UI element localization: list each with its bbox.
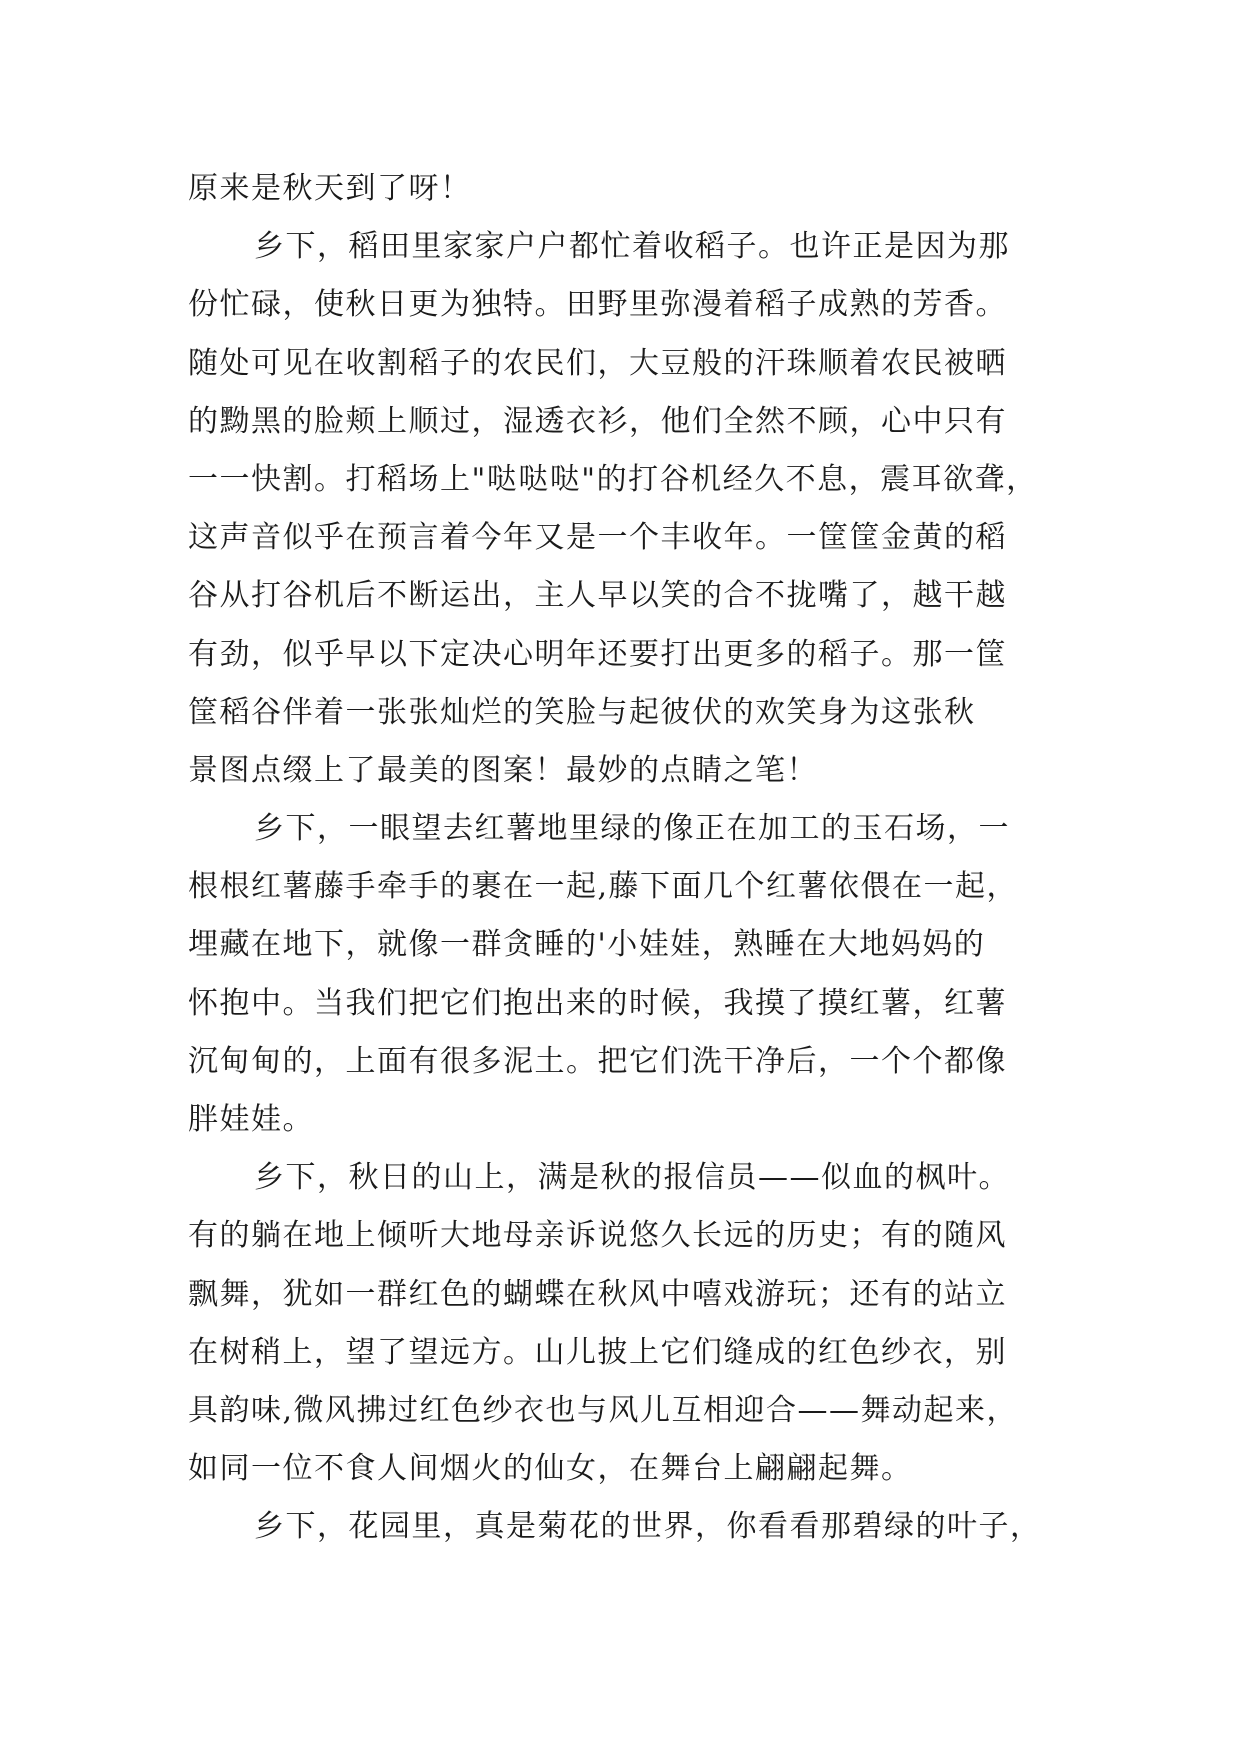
text-line: 具韵味,微风拂过红色纱衣也与风儿互相迎合——舞动起来， (188, 1392, 1019, 1428)
text-line: 怀抱中。当我们把它们抱出来的时候，我摸了摸红薯，红薯 (188, 985, 1007, 1021)
text-line: 有的躺在地上倾听大地母亲诉说悠久长远的历史；有的随风 (188, 1218, 1007, 1254)
text-line: 乡下，稻田里家家户户都忙着收稻子。也许正是因为那 (254, 229, 1010, 265)
text-line: 景图点缀上了最美的图案！最妙的点睛之笔！ (188, 752, 818, 788)
text-line: 乡下，一眼望去红薯地里绿的像正在加工的玉石场，一 (254, 811, 1010, 847)
text-line: 谷从打谷机后不断运出，主人早以笑的合不拢嘴了，越干越 (188, 578, 1007, 614)
text-line: 沉甸甸的，上面有很多泥土。把它们洗干净后，一个个都像 (188, 1043, 1007, 1079)
text-line: 有劲，似乎早以下定决心明年还要打出更多的稻子。那一筐 (188, 636, 1007, 672)
text-line: 如同一位不食人间烟火的仙女，在舞台上翩翩起舞。 (188, 1451, 913, 1487)
text-line: 乡下，秋日的山上，满是秋的报信员——似血的枫叶。 (254, 1160, 1010, 1196)
text-line: 筐稻谷伴着一张张灿烂的笑脸与起彼伏的欢笑身为这张秋 (188, 694, 976, 730)
text-line: 的黝黑的脸颊上顺过，湿透衣衫，他们全然不顾，心中只有 (188, 403, 1007, 439)
text-line: 份忙碌，使秋日更为独特。田野里弥漫着稻子成熟的芳香。 (188, 287, 1007, 323)
text-line: 乡下，花园里，真是菊花的世界，你看看那碧绿的叶子， (254, 1509, 1042, 1545)
document-body (188, 160, 1066, 1557)
text-line: 原来是秋天到了呀！ (188, 171, 472, 206)
text-line: 飘舞，犹如一群红色的蝴蝶在秋风中嘻戏游玩；还有的站立 (188, 1276, 1007, 1312)
text-line: 根根红薯藤手牵手的裹在一起,藤下面几个红薯依偎在一起， (188, 869, 1019, 905)
text-line: 随处可见在收割稻子的农民们，大豆般的汗珠顺着农民被晒 (188, 345, 1007, 381)
text-line: 在树稍上，望了望远方。山儿披上它们缝成的红色纱衣，别 (188, 1334, 1007, 1370)
text-line: 胖娃娃。 (188, 1102, 314, 1137)
text-line: 埋藏在地下，就像一群贪睡的'小娃娃，熟睡在大地妈妈的 (188, 927, 986, 963)
text-line: 这声音似乎在预言着今年又是一个丰收年。一筐筐金黄的稻 (188, 520, 1007, 556)
text-line: 一一快割。打稻场上"哒哒哒"的打谷机经久不息，震耳欲聋， (188, 461, 1038, 497)
